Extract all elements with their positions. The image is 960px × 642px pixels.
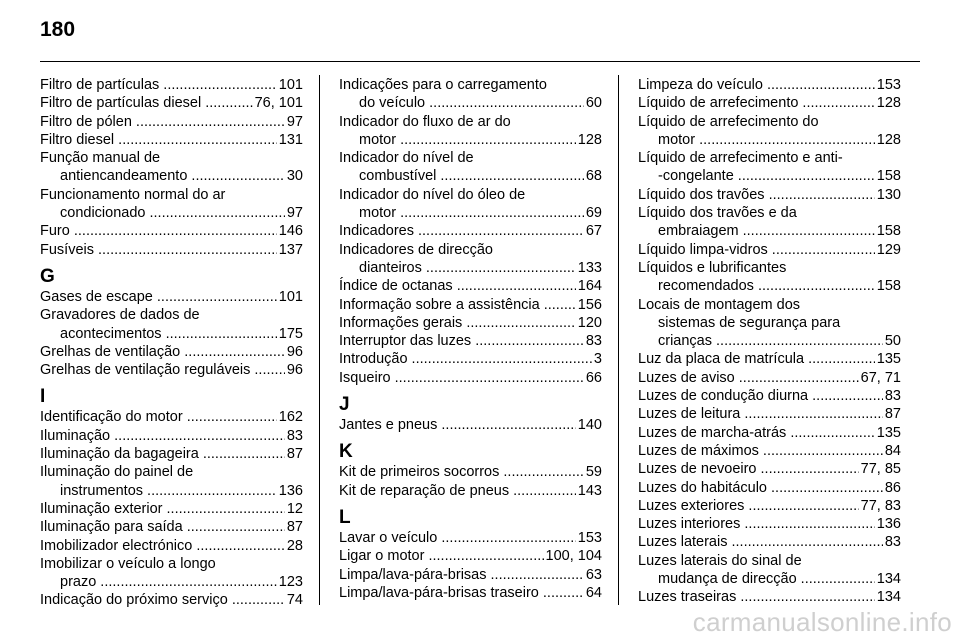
- entry-page-number: 128: [876, 95, 901, 112]
- entry-label-line: Líquido dos travões e da: [638, 205, 797, 222]
- index-entry: [40, 518, 303, 536]
- entry-label: Luzes laterais .....: [638, 533, 883, 551]
- entry-label: crianças .....: [658, 332, 883, 350]
- column-divider: [319, 75, 320, 605]
- entry-label: Luzes de marcha-atrás .....: [638, 424, 875, 442]
- entry-page-number: 97: [286, 205, 303, 222]
- index-entry: [638, 515, 901, 533]
- entry-page-number: 84: [884, 442, 901, 459]
- index-entry: [40, 500, 303, 518]
- entry-label: Luzes de leitura .....: [638, 405, 883, 423]
- index-entry: [339, 547, 602, 565]
- index-entry: [638, 186, 901, 204]
- index-entry: [339, 350, 602, 368]
- index-entry: [638, 296, 901, 351]
- entry-page-number: 164: [577, 278, 602, 295]
- entry-label-line: Líquidos e lubrificantes: [638, 259, 787, 276]
- entry-page-number: 97: [286, 113, 303, 130]
- entry-page-number: 140: [577, 417, 602, 434]
- entry-page-number: 128: [577, 131, 602, 148]
- entry-page-number: 60: [585, 95, 602, 112]
- entry-page-number: 134: [876, 589, 901, 606]
- index-entry: [40, 343, 303, 361]
- entry-label-line: Função manual de: [40, 150, 161, 167]
- section-letter: I: [40, 386, 46, 408]
- index-entry: [40, 113, 303, 131]
- entry-page-number: 137: [278, 241, 303, 258]
- index-entry: [339, 584, 602, 602]
- index-entry: [638, 588, 901, 606]
- index-entry: [40, 149, 303, 186]
- entry-label: do veículo .....: [359, 94, 584, 112]
- entry-page-number: 83: [884, 388, 901, 405]
- index-entry: [40, 408, 303, 426]
- entry-label: Filtro de partículas diesel .....: [40, 94, 253, 112]
- entry-label: Informação sobre a assistência .....: [339, 296, 576, 314]
- index-entry: [40, 76, 303, 94]
- entry-page-number: 67, 71: [860, 369, 901, 386]
- entry-label-line: Gravadores de dados de: [40, 307, 200, 324]
- entry-label: Identificação do motor .....: [40, 408, 277, 426]
- entry-page-number: 153: [577, 529, 602, 546]
- entry-page-number: 100, 104: [545, 548, 602, 565]
- index-entry: [339, 529, 602, 547]
- entry-page-number: 30: [286, 168, 303, 185]
- index-entry: [339, 314, 602, 332]
- entry-page-number: 67: [585, 223, 602, 240]
- entry-label: dianteiros .....: [359, 259, 576, 277]
- entry-label-line: Imobilizar o veículo a longo: [40, 555, 216, 572]
- index-entry: [339, 113, 602, 150]
- entry-page-number: 66: [585, 369, 602, 386]
- entry-page-number: 76, 101: [254, 95, 303, 112]
- index-entry: [638, 497, 901, 515]
- entry-label: Imobilizador electrónico .....: [40, 537, 285, 555]
- entry-label: Interruptor das luzes .....: [339, 332, 584, 350]
- entry-label: antiencandeamento .....: [60, 167, 285, 185]
- entry-page-number: 158: [876, 278, 901, 295]
- entry-page-number: 136: [876, 516, 901, 533]
- entry-label-line: Líquido de arrefecimento e anti-: [638, 150, 843, 167]
- entry-page-number: 136: [278, 482, 303, 499]
- entry-label: combustível .....: [359, 167, 584, 185]
- page-number: 180: [40, 18, 76, 41]
- entry-page-number: 130: [876, 186, 901, 203]
- index-entry: [638, 552, 901, 589]
- entry-label: Ligar o motor .....: [339, 547, 544, 565]
- entry-label: Grelhas de ventilação .....: [40, 343, 285, 361]
- index-entry: [638, 424, 901, 442]
- entry-page-number: 134: [876, 571, 901, 588]
- entry-label: Introdução .....: [339, 350, 592, 368]
- index-entry: [339, 186, 602, 223]
- watermark-text: carmanualsonline.info: [692, 607, 952, 637]
- entry-label: Iluminação para saída .....: [40, 518, 285, 536]
- index-entry: [339, 463, 602, 481]
- entry-label-line: Indicadores de direcção: [339, 241, 493, 258]
- column-divider: [618, 75, 619, 605]
- entry-label: Luzes traseiras .....: [638, 588, 875, 606]
- entry-page-number: 158: [876, 168, 901, 185]
- entry-label-line: Locais de montagem dos: [638, 296, 801, 313]
- index-entry: [40, 131, 303, 149]
- entry-label: Kit de primeiros socorros .....: [339, 463, 584, 481]
- entry-label: Iluminação .....: [40, 427, 285, 445]
- entry-label: Luzes de máximos .....: [638, 442, 883, 460]
- entry-page-number: 146: [278, 223, 303, 240]
- entry-page-number: 133: [577, 259, 602, 276]
- entry-label-line: Funcionamento normal do ar: [40, 186, 226, 203]
- index-entry: [339, 277, 602, 295]
- entry-page-number: 86: [884, 479, 901, 496]
- entry-label: Limpeza do veículo .....: [638, 76, 875, 94]
- entry-page-number: 59: [585, 464, 602, 481]
- index-entry: [339, 482, 602, 500]
- entry-label: Isqueiro .....: [339, 369, 584, 387]
- index-entry: [339, 241, 602, 278]
- entry-page-number: 135: [876, 424, 901, 441]
- entry-label: acontecimentos .....: [60, 325, 277, 343]
- index-entry: [638, 387, 901, 405]
- entry-page-number: 74: [286, 592, 303, 609]
- index-entry: [638, 149, 901, 186]
- index-entry: [40, 445, 303, 463]
- entry-label: Iluminação exterior .....: [40, 500, 285, 518]
- index-entry: [638, 113, 901, 150]
- entry-label: Luzes interiores .....: [638, 515, 875, 533]
- entry-page-number: 77, 85: [860, 461, 901, 478]
- entry-label: recomendados .....: [658, 277, 875, 295]
- header-rule: [40, 61, 920, 62]
- entry-label: Iluminação da bagageira .....: [40, 445, 285, 463]
- entry-label: Jantes e pneus .....: [339, 416, 576, 434]
- entry-label: instrumentos .....: [60, 482, 277, 500]
- entry-label: Líquido limpa-vidros .....: [638, 241, 875, 259]
- entry-label: Luzes de condução diurna .....: [638, 387, 883, 405]
- index-entry: [638, 405, 901, 423]
- index-entry: [40, 361, 303, 379]
- entry-page-number: 63: [585, 566, 602, 583]
- entry-page-number: 28: [286, 537, 303, 554]
- index-entry: [638, 533, 901, 551]
- entry-page-number: 83: [585, 333, 602, 350]
- index-entry: [638, 94, 901, 112]
- entry-label: prazo .....: [60, 573, 277, 591]
- section-letter: J: [339, 394, 350, 416]
- entry-label: embraiagem .....: [658, 222, 875, 240]
- entry-label: Luzes exteriores .....: [638, 497, 859, 515]
- entry-page-number: 87: [884, 406, 901, 423]
- entry-page-number: 12: [286, 500, 303, 517]
- entry-page-number: 129: [876, 241, 901, 258]
- entry-label: motor .....: [658, 131, 875, 149]
- entry-label: Limpa/lava-pára-brisas traseiro .....: [339, 584, 584, 602]
- entry-label: Indicação do próximo serviço .....: [40, 591, 285, 609]
- entry-label-line: Indicador do nível de: [339, 150, 474, 167]
- entry-page-number: 158: [876, 223, 901, 240]
- index-entry: [40, 241, 303, 259]
- entry-page-number: 175: [278, 325, 303, 342]
- entry-label-line: Indicador do nível do óleo de: [339, 186, 526, 203]
- entry-label: Luzes do habitáculo .....: [638, 479, 883, 497]
- entry-label-line: Indicador do fluxo de ar do: [339, 113, 511, 130]
- entry-page-number: 131: [278, 131, 303, 148]
- entry-label: Luzes de aviso .....: [638, 369, 859, 387]
- section-letter: K: [339, 441, 353, 463]
- entry-page-number: 87: [286, 446, 303, 463]
- index-entry: [638, 76, 901, 94]
- index-entry: [339, 332, 602, 350]
- index-entry: [638, 479, 901, 497]
- index-entry: [339, 222, 602, 240]
- entry-label: Lavar o veículo .....: [339, 529, 576, 547]
- index-entry: [40, 537, 303, 555]
- entry-page-number: 153: [876, 77, 901, 93]
- entry-page-number: 101: [278, 288, 303, 305]
- index-entry: [40, 186, 303, 223]
- entry-page-number: 87: [286, 519, 303, 536]
- index-entry: [40, 288, 303, 306]
- index-entry: [339, 566, 602, 584]
- entry-label: Luz da placa de matrícula .....: [638, 350, 875, 368]
- index-column-3: [638, 76, 901, 607]
- index-entry: [40, 463, 303, 500]
- entry-label-line: Líquido de arrefecimento do: [638, 113, 819, 130]
- entry-page-number: 64: [585, 584, 602, 601]
- index-entry: [40, 555, 303, 592]
- entry-label: Indicadores .....: [339, 222, 584, 240]
- index-entry: [638, 241, 901, 259]
- entry-label-line: Luzes laterais do sinal de: [638, 552, 802, 569]
- entry-page-number: 156: [577, 296, 602, 313]
- entry-page-number: 120: [577, 314, 602, 331]
- index-entry: [339, 149, 602, 186]
- index-entry: [339, 296, 602, 314]
- entry-page-number: 128: [876, 131, 901, 148]
- entry-label: Filtro de partículas .....: [40, 76, 277, 94]
- entry-page-number: 143: [577, 482, 602, 499]
- entry-label: Luzes de nevoeiro .....: [638, 460, 859, 478]
- entry-label: Líquido de arrefecimento .....: [638, 94, 875, 112]
- index-entry: [339, 416, 602, 434]
- index-entry: [638, 369, 901, 387]
- entry-label: condicionado .....: [60, 204, 285, 222]
- entry-label: Filtro de pólen .....: [40, 113, 285, 131]
- entry-label: mudança de direcção .....: [658, 570, 875, 588]
- entry-label: Fusíveis .....: [40, 241, 277, 259]
- entry-label: Furo .....: [40, 222, 277, 240]
- index-entry: [40, 591, 303, 609]
- index-column-1: [40, 76, 303, 610]
- index-entry: [40, 94, 303, 112]
- index-entry: [339, 76, 602, 113]
- entry-page-number: 3: [593, 351, 602, 368]
- index-entry: [638, 259, 901, 296]
- index-column-2: [339, 76, 602, 602]
- entry-page-number: 123: [278, 574, 303, 591]
- index-entry: [40, 427, 303, 445]
- entry-page-number: 135: [876, 351, 901, 368]
- entry-page-number: 68: [585, 168, 602, 185]
- entry-label: Informações gerais .....: [339, 314, 576, 332]
- entry-label: Índice de octanas .....: [339, 277, 576, 295]
- entry-label-line: Iluminação do painel de: [40, 464, 194, 481]
- entry-label-line: sistemas de segurança para: [658, 314, 841, 331]
- entry-page-number: 162: [278, 409, 303, 426]
- entry-label: motor .....: [359, 131, 576, 149]
- section-letter: G: [40, 265, 55, 287]
- entry-label: Líquido dos travões .....: [638, 186, 875, 204]
- entry-page-number: 77, 83: [860, 497, 901, 514]
- entry-page-number: 96: [286, 362, 303, 379]
- entry-page-number: 101: [278, 77, 303, 93]
- index-entry: [40, 222, 303, 240]
- entry-page-number: 50: [884, 333, 901, 350]
- entry-page-number: 96: [286, 343, 303, 360]
- index-entry: [638, 204, 901, 241]
- entry-label-line: Indicações para o carregamento: [339, 77, 547, 93]
- entry-page-number: 83: [286, 427, 303, 444]
- entry-label: motor .....: [359, 204, 584, 222]
- entry-label: -congelante .....: [658, 167, 875, 185]
- entry-label: Grelhas de ventilação reguláveis .....: [40, 361, 285, 379]
- entry-page-number: 83: [884, 534, 901, 551]
- index-entry: [638, 460, 901, 478]
- entry-page-number: 69: [585, 205, 602, 222]
- entry-label: Kit de reparação de pneus .....: [339, 482, 576, 500]
- section-letter: L: [339, 506, 351, 528]
- entry-label: Filtro diesel .....: [40, 131, 277, 149]
- index-entry: [638, 442, 901, 460]
- index-entry: [638, 350, 901, 368]
- index-entry: [339, 369, 602, 387]
- index-entry: [40, 306, 303, 343]
- entry-label: Gases de escape .....: [40, 288, 277, 306]
- entry-label: Limpa/lava-pára-brisas .....: [339, 566, 584, 584]
